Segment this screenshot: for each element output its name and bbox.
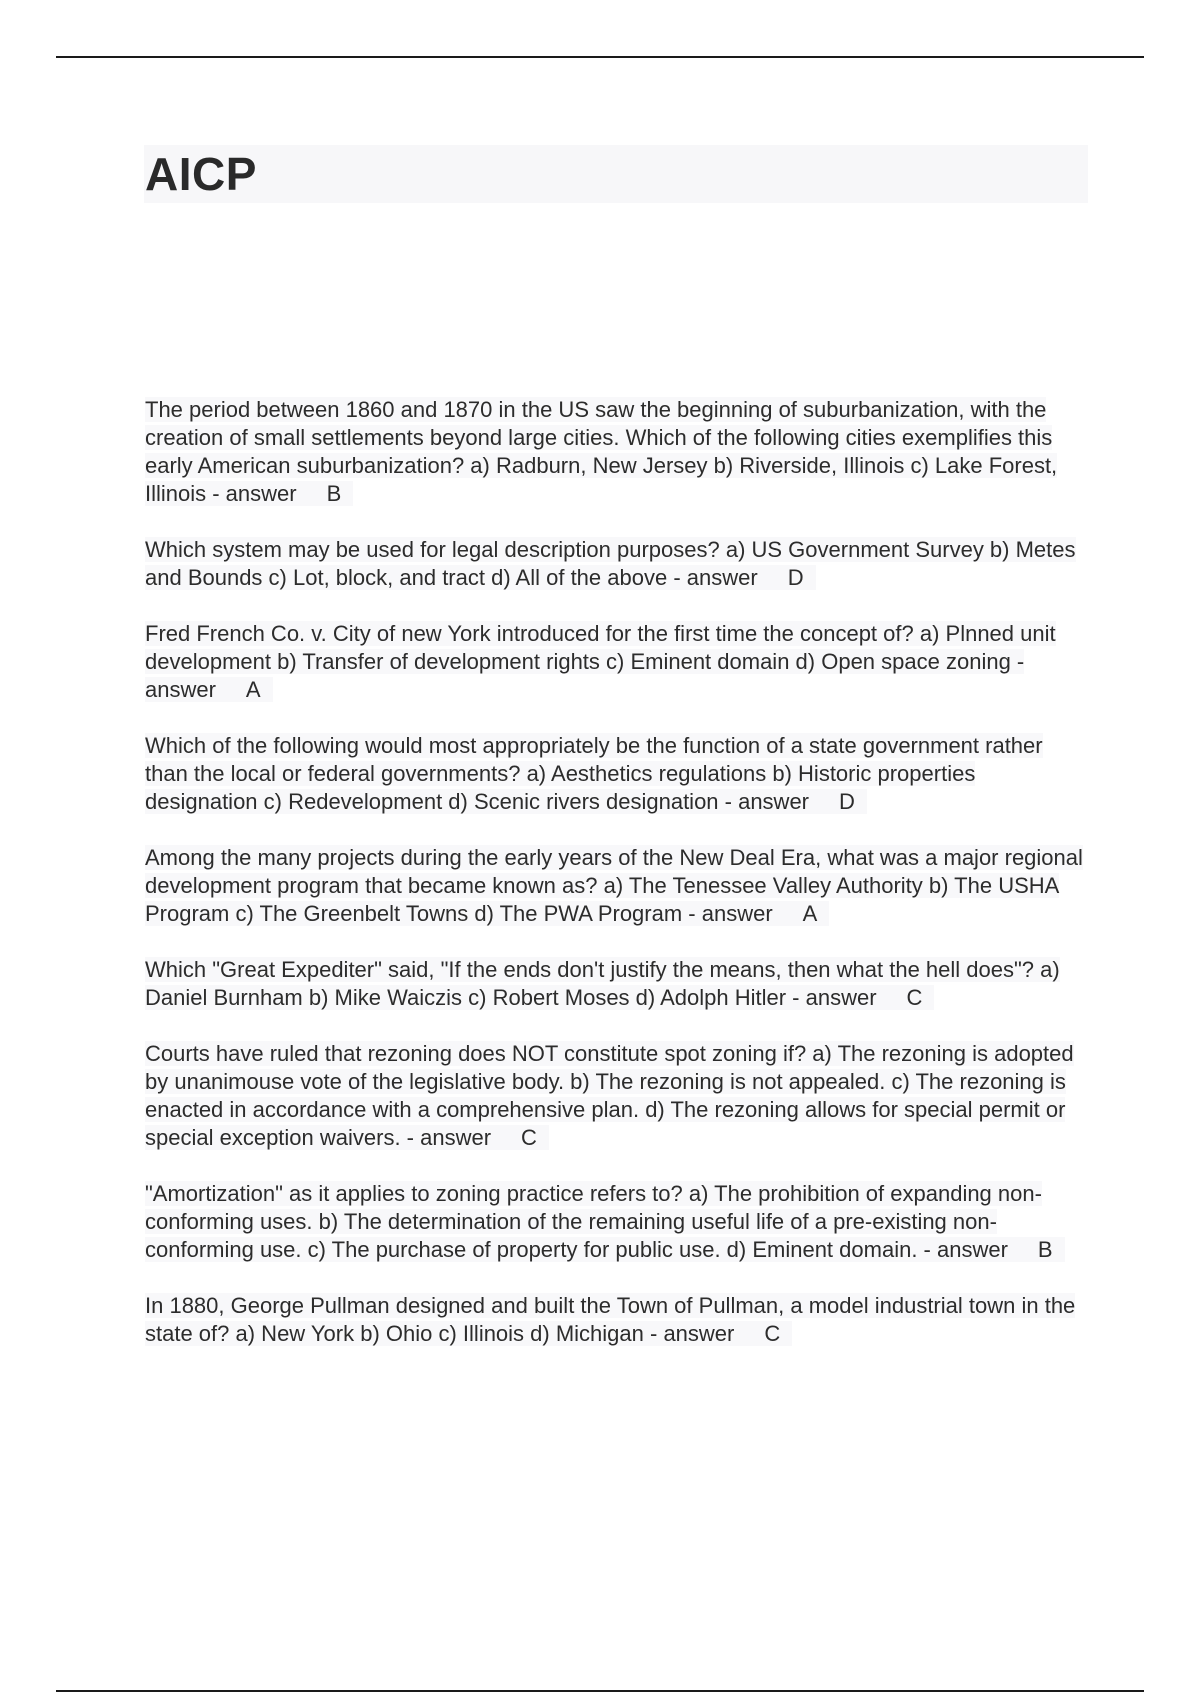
- qa-item-2: [145, 536, 1090, 592]
- question-text: In 1880, George Pullman designed and built the Town of Pullman, a model industrial town in the state of? a) New York b) Ohio c) Illinois d) Michigan - answer: [145, 1293, 1076, 1346]
- question-text: Fred French Co. v. City of new York introduced for the first time the concept of? a) Plnned unit development b) Transfer of development rights c) Eminent domain d) Open space zoning - answer: [145, 621, 1056, 702]
- question-text: Courts have ruled that rezoning does NOT constitute spot zoning if? a) The rezoning is adopted by unanimouse vote of the legislative body. b) The rezoning is not appealed. c) The rezoning is enacted in accordance with a comprehensive plan. d) The rezoning allows for special permit or special exception waivers. - answer: [145, 1041, 1074, 1150]
- answer-text: D: [809, 789, 867, 814]
- question-text: Among the many projects during the early years of the New Deal Era, what was a major regional development program that became known as? a) The Tenessee Valley Authority b) The USHA Program c) The Greenbelt Towns d) The PWA Program - answer: [145, 845, 1083, 926]
- qa-item-8: [145, 1180, 1090, 1264]
- qa-item-9: [145, 1292, 1090, 1348]
- title-band: [144, 145, 1088, 203]
- qa-item-3: [145, 620, 1090, 704]
- question-text: Which "Great Expediter" said, "If the ends don't justify the means, then what the hell does"? a) Daniel Burnham b) Mike Waiczis c) Robert Moses d) Adolph Hitler - answer: [145, 957, 1060, 1010]
- qa-item-7: [145, 1040, 1090, 1152]
- qa-item-1: [145, 396, 1090, 508]
- answer-text: D: [758, 565, 816, 590]
- qa-item-5: [145, 844, 1090, 928]
- top-rule: [56, 56, 1144, 58]
- answer-text: C: [877, 985, 935, 1010]
- qa-list: [145, 396, 1090, 1376]
- answer-text: B: [297, 481, 354, 506]
- question-text: Which system may be used for legal description purposes? a) US Government Survey b) Metes and Bounds c) Lot, block, and tract d) All of the above - answer: [145, 537, 1076, 590]
- document-title: AICP: [145, 148, 257, 200]
- answer-text: C: [734, 1321, 792, 1346]
- answer-text: A: [773, 901, 830, 926]
- answer-text: C: [491, 1125, 549, 1150]
- bottom-rule: [56, 1690, 1144, 1692]
- qa-item-4: [145, 732, 1090, 816]
- answer-text: A: [216, 677, 273, 702]
- question-text: Which of the following would most appropriately be the function of a state government rather than the local or federal governments? a) Aesthetics regulations b) Historic properties designation c) Redevelopment d) Scenic rivers designation - answer: [145, 733, 1043, 814]
- question-text: "Amortization" as it applies to zoning practice refers to? a) The prohibition of expanding non-conforming uses. b) The determination of the remaining useful life of a pre-existing non- conforming use. c) The purchase of property for public use. d) Eminent domain. - answer: [145, 1181, 1042, 1262]
- qa-item-6: [145, 956, 1090, 1012]
- answer-text: B: [1008, 1237, 1065, 1262]
- question-text: The period between 1860 and 1870 in the US saw the beginning of suburbanization, with the creation of small settlements beyond large cities. Which of the following cities exemplifies this early American suburbanization? a) Radburn, New Jersey b) Riverside, Illinois c) Lake Forest, Illinois - answer: [145, 397, 1058, 506]
